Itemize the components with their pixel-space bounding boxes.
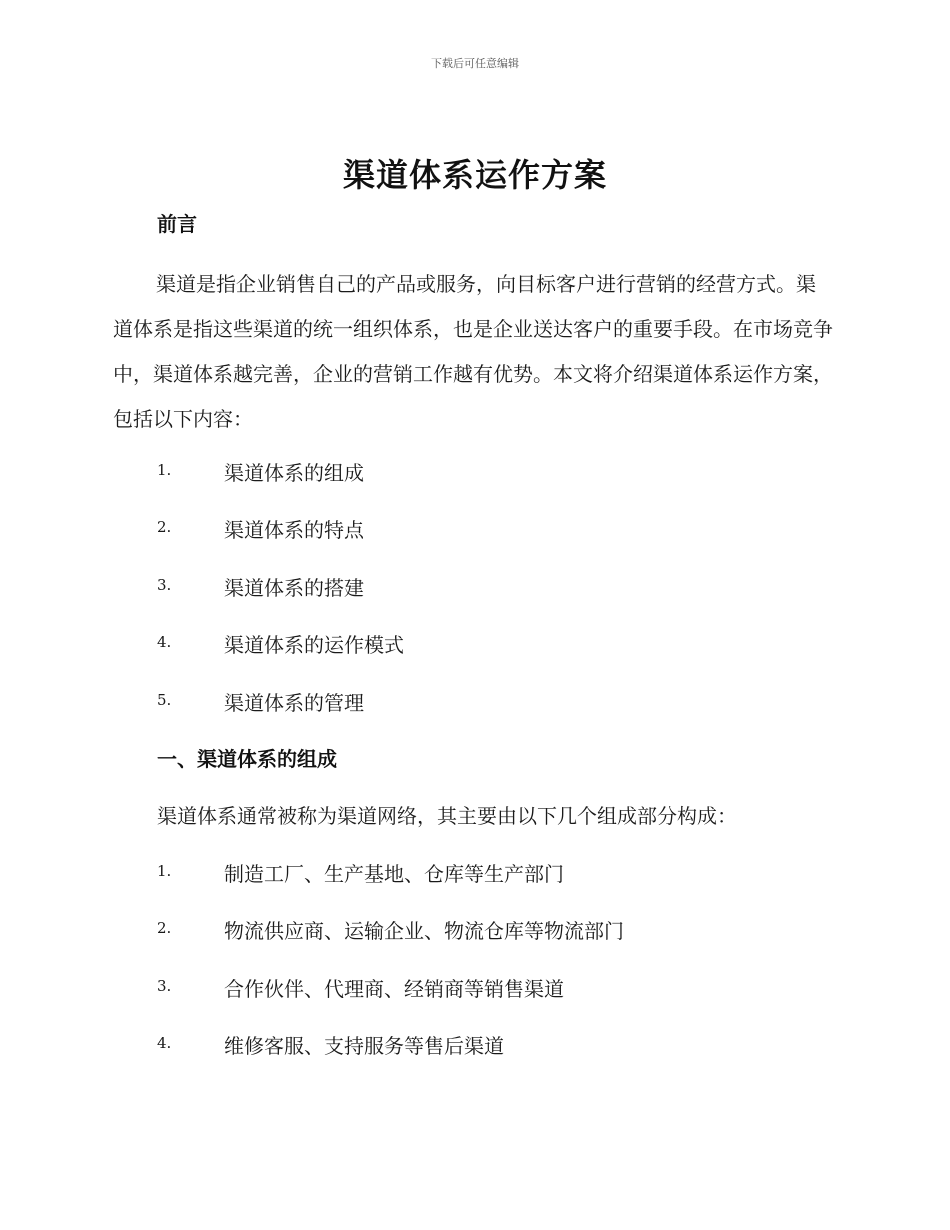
list-item-number: 3.: [157, 976, 172, 995]
list-item-text: 维修客服、支持服务等售后渠道: [224, 1034, 504, 1059]
list-item-number: 2.: [157, 518, 172, 537]
list-item-text: 渠道体系的运作模式: [224, 633, 404, 658]
preface-heading: 前言: [157, 212, 197, 236]
list-item: [157, 687, 404, 744]
list-item-number: 4.: [157, 633, 172, 652]
preface-paragraph: 渠道是指企业销售自己的产品或服务，向目标客户进行营销的经营方式。渠道体系是指这些渠道的统一组织体系，也是企业送达客户的重要手段。在市场竞争中，渠道体系越完善，企业的营销工作越有优势。本文将介绍渠道体系运作方案，包括以下内容：: [113, 272, 833, 431]
list-item-number: 5.: [157, 690, 172, 709]
document-title: 渠道体系运作方案: [342, 156, 607, 194]
list-item-text: 渠道体系的搭建: [224, 575, 364, 600]
list-item: [157, 514, 404, 571]
list-item-text: 渠道体系的组成: [224, 461, 364, 485]
list-item: [157, 915, 624, 972]
list-item: [157, 1030, 624, 1087]
list-item: [157, 973, 624, 1030]
section-heading: 一、渠道体系的组成: [157, 747, 337, 771]
list-item: [157, 457, 404, 514]
components-list: [157, 858, 624, 1088]
list-item-text: 渠道体系的管理: [224, 690, 364, 715]
section-paragraph: 渠道体系通常被称为渠道网络，其主要由以下几个组成部分构成：: [157, 804, 737, 828]
contents-list: [157, 457, 404, 744]
header-note: 下载后可任意编辑: [431, 57, 519, 70]
list-item: [157, 572, 404, 629]
list-item-text: 渠道体系的特点: [224, 518, 364, 543]
list-item-text: 制造工厂、生产基地、仓库等生产部门: [224, 862, 564, 886]
list-item-number: 1.: [157, 862, 172, 880]
list-item-number: 1.: [157, 461, 172, 479]
list-item: [157, 858, 624, 915]
list-item-text: 合作伙伴、代理商、经销商等销售渠道: [224, 976, 564, 1001]
list-item-number: 4.: [157, 1034, 172, 1053]
list-item-text: 物流供应商、运输企业、物流仓库等物流部门: [224, 919, 624, 944]
list-item-number: 2.: [157, 919, 172, 938]
list-item-number: 3.: [157, 575, 172, 594]
list-item: [157, 629, 404, 686]
